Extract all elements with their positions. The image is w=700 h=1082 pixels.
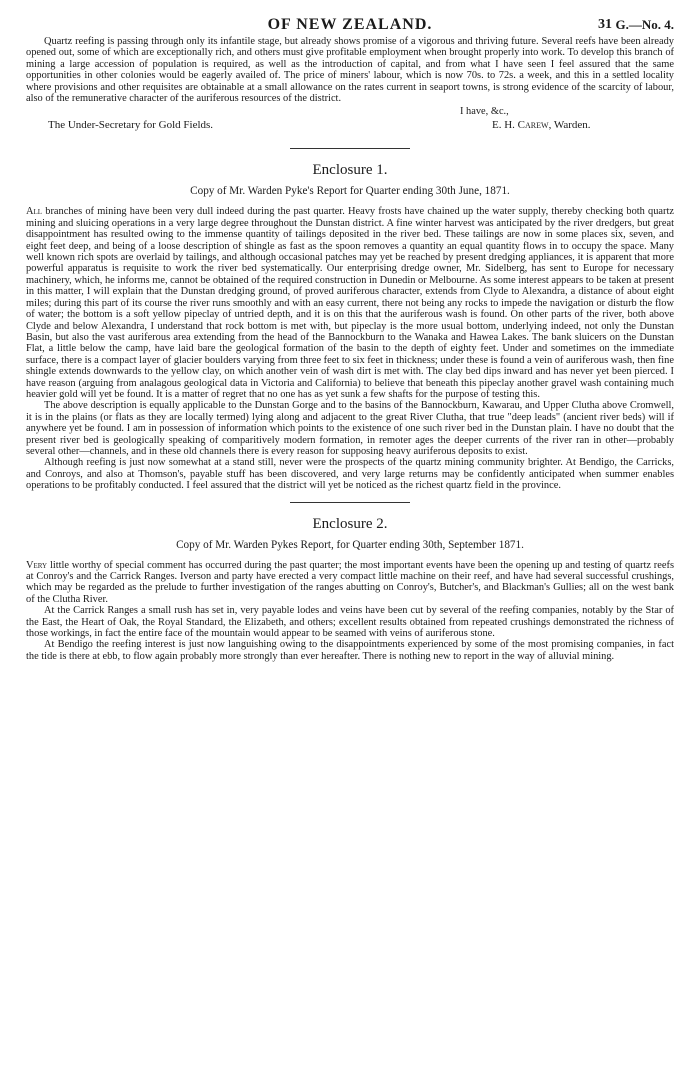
page-header [26, 14, 674, 36]
enclosure-1-subtitle: Copy of Mr. Warden Pyke's Report for Quarter ending 30th June, 1871. [190, 185, 510, 198]
enclosure-2-paragraph [26, 560, 674, 606]
enclosure-1-paragraph: Although reefing is just now somewhat at a stand still, never were the prospects of the quartz mining community brighter. At Bendigo, the Carricks, and Conroys, and also at Thomson's, payable stuff has been discovered, and very large returns may be confidently anticipated when summer enables operations to be profitably conducted. I feel assured that the district will yet be noticed as the richest quartz field in the province. [26, 457, 674, 492]
addressee: The Under-Secretary for Gold Fields. [48, 119, 214, 132]
enclosure-1-heading: Enclosure 1. [312, 162, 388, 179]
lead-word: Very [26, 559, 48, 571]
enclosure-2-paragraph: At Bendigo the reefing interest is just now languishing owing to the disappointments experienced by some of the most promising companies, in fact the tide is there at ebb, to flow again probably more strongly than ever hereafter. There is nothing new to report in the way of alluvial mining. [26, 639, 674, 662]
closing-line: I have, &c., [460, 106, 509, 118]
lead-word: All [26, 206, 43, 218]
enclosure-1-paragraph [26, 206, 674, 400]
enclosure-2-subtitle: Copy of Mr. Warden Pykes Report, for Quarter ending 30th, September 1871. [176, 538, 524, 551]
section-divider [290, 148, 410, 149]
paragraph-text: little worthy of special comment has occurred during the past quarter; the most important events have been the opening up and testing of quartz reefs at Conroy's and the Carrick Ranges. Iverson and party have erected a very compact little machine on their reef, and have had several successful crushings, which may be regarded as the prelude to further investigation of the ranges abutting on Conroy's, Butcher's, and Blackman's Gullies; all on the west bank of the Clutha River. [26, 559, 674, 605]
signatory [492, 120, 591, 131]
signatory-name: E. H. Carew [492, 119, 549, 132]
paragraph-text: branches of mining have been very dull indeed during the past quarter. Heavy frosts have chained up the water supply, thereby checking both quartz mining and sluicing operations in a very large degree throughout the Dunstan district. A fine winter harvest was anticipated by the river dredgers, but great disappointment has resulted owing to the immense quantity of tailings deposited in the river bed. These tailings are now in some places six, seven, and eight feet deep, and being of a loose description of shingle as fast as the spoon removes a quantity an equal quantity flows in to occupy the space. Many well known rich spots are overlaid by tailings, and although occasional patches may yet be reached by present dredging appliances, it is apparent that more powerful apparatus is requisite to work the river bed systematically. Our enterprising dredge owner, Mr. Sidelberg, has sent to Europe for necessary machinery, which, he informs me, cannot be obtained of the required construction in Dunedin or Melbourne. As some interest appears to be taken at present in this matter, I will explain that the Dunstan dredging ground, of proved auriferous character, extends from Clyde to Alexandra, a distance of about eight miles; during this part of its course the river runs smoothly and with an easy current, there not being any rocks to impede the navigation or disturb the flow of water; the bottom is a soft yellow pipeclay of untried depth, and it is on this that the auriferous wash is found. On other parts of the river, both above Clyde and below Alexandra, I understand that rock bottom is met with, but pipeclay is the more usual bottom, underlying indeed, not only the Dunstan Basin, but also the vast auriferous area extending from the head of the Bannockburn to the Wanaka and Hawea Lakes. The bank sluicers on the Dunstan Flat, a little below the camp, have laid bare the geological formation of the basin to the depth of eighty feet. Under and sometimes on the immediate surface, there is a compact layer of glacier boulders varying from three feet to six feet in thickness; under these is found a vein of auriferous wash, then fine shingle extends downwards to the yellow clay, on which another vein of wash dirt is met with. The clay bed dips inward and has never yet been pierced. I have reason (arguing from analagous geological data in Victoria and California) to believe that beneath this pipeclay another gravel wash containing much heavier gold will yet be found. It is a matter of regret that no one has as yet sunk a few shafts for the purpose of testing this. [26, 206, 674, 400]
section-divider [290, 502, 410, 503]
enclosure-1-paragraph: The above description is equally applicable to the Dunstan Gorge and to the basins of the Bannockburn, Kawarau, and Upper Clutha above Cromwell, it is in the plains (or flats as they are locally termed) lying along and adjacent to the great River Clutha, that true "deep leads" (ancient river beds) will if anywhere yet be found. I am in possession of information which points to the existence of one such river bed in the Dunstan plain. I have no doubt that the present river bed is geologically speaking of comparitively modern formation, in remoter ages the deeper currents of the river ran in other—probably several other—channels, and in these old channels there is every reason for supposing heavy auriferous deposits to exist. [26, 400, 674, 457]
signature-block [26, 106, 674, 138]
enclosure-2-heading: Enclosure 2. [312, 515, 388, 532]
page-number: 31 [598, 17, 612, 32]
running-title: OF NEW ZEALAND. [267, 16, 433, 33]
signatory-title: , Warden. [548, 119, 591, 132]
enclosure-2-paragraph: At the Carrick Ranges a small rush has set in, very payable lodes and veins have been cut by several of the reefing companies, notably by the Star of the East, the Heart of Oak, the Royal Standard, the Elizabeth, and others; excellent results obtained from repeated crushings demonstrated the richness of those workings, in fact the entire face of the mountain would appear to be seamed with veins of auriferous stone. [26, 605, 674, 640]
document-reference: G.—No. 4. [615, 17, 674, 32]
intro-paragraph: Quartz reefing is passing through only its infantile stage, but already shows promise of a vigorous and thriving future. Several reefs have been already opened out, some of which are exceptionally rich, and others must give profitable employment when brought properly into work. To develop this branch of mining a large accession of population is required, as well as the introduction of capital, and from what I have seen I feel assured that the same opportunities in other colonies would be eagerly availed of. The price of miners' labour, which is now 70s. to 72s. a week, and this in a settled locality where provisions and other requisites are obtainable at a small allowance on the rates current in seaport towns, is strong evidence of the scarcity of labour, also of the remunerative character of the auriferous resources of the district. [26, 36, 674, 105]
